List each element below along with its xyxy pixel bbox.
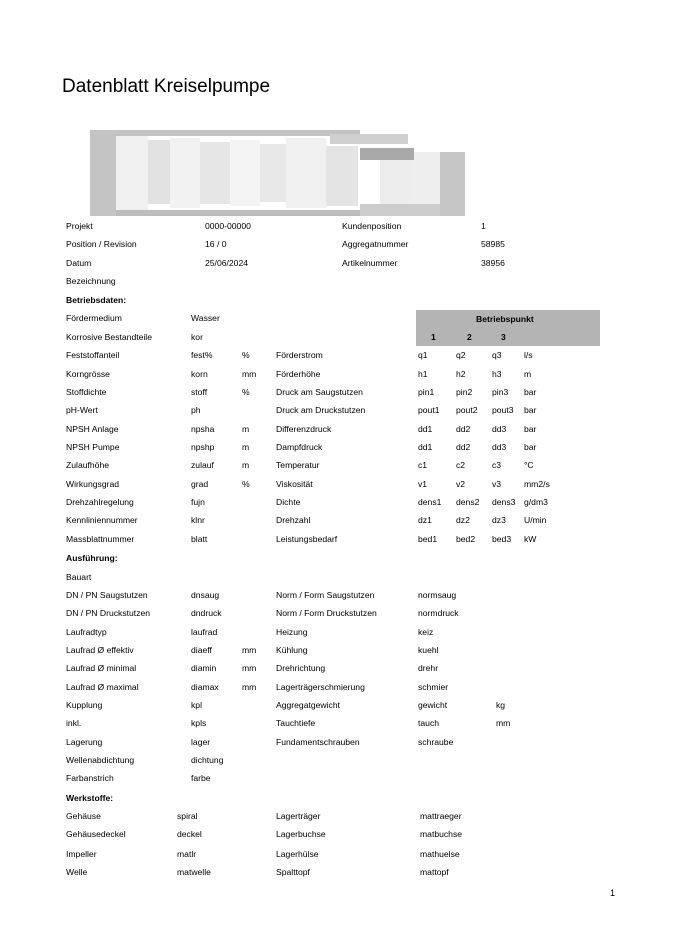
betriebspunkt-value-2: dd2 (456, 424, 471, 434)
ausfuehrung-label: inkl. (66, 718, 82, 728)
projekt-value: 0000-00000 (205, 221, 251, 231)
betriebspunkt-param-label: Druck am Druckstutzen (276, 405, 366, 415)
ausfuehrung-right-label: Aggregatgewicht (276, 700, 341, 710)
betriebspunkt-value-1: c1 (418, 460, 428, 470)
betriebspunkt-param-label: Viskosität (276, 479, 313, 489)
betriebspunkt-unit: g/dm3 (524, 497, 548, 507)
werkstoff-value: matwelle (177, 867, 211, 877)
betriebspunkt-param-label: Dampfdruck (276, 442, 323, 452)
ausfuehrung-label: DN / PN Druckstutzen (66, 608, 151, 618)
position-label: Position / Revision (66, 239, 137, 249)
ausfuehrung-value: diamin (191, 663, 217, 673)
betriebspunkt-param-label: Druck am Saugstutzen (276, 387, 363, 397)
betriebspunkt-param-label: Drehzahl (276, 515, 311, 525)
betrieb-param-label: Feststoffanteil (66, 350, 120, 360)
ausfuehrung-value: diaeff (191, 645, 212, 655)
blurred-logo-image (90, 130, 465, 216)
betriebspunkt-value-2: pin2 (456, 387, 473, 397)
werkstoff-label: Gehäusedeckel (66, 829, 126, 839)
ausfuehrung-value: diamax (191, 682, 219, 692)
betriebspunkt-col-3: 3 (501, 332, 506, 342)
ausfuehrung-right-label: Kühlung (276, 645, 308, 655)
betrieb-param-label: Wirkungsgrad (66, 479, 120, 489)
werkstoff-right-label: Spalttopf (276, 867, 310, 877)
werkstoff-right-value: mattraeger (420, 811, 462, 821)
betriebspunkt-value-3: dd3 (492, 442, 507, 452)
betrieb-param-value: fujn (191, 497, 205, 507)
betrieb-param-value: ph (191, 405, 201, 415)
datum-value: 25/06/2024 (205, 258, 249, 268)
foerdermedium-label: Fördermedium (66, 313, 122, 323)
betriebspunkt-value-2: dens2 (456, 497, 480, 507)
ausfuehrung-right-value: kuehl (418, 645, 439, 655)
ausfuehrung-value: dichtung (191, 755, 224, 765)
betriebspunkt-unit: bar (524, 424, 537, 434)
ausfuehrung-right-value: keiz (418, 627, 434, 637)
betrieb-param-value: korn (191, 369, 208, 379)
betriebspunkt-value-2: bed2 (456, 534, 476, 544)
ausfuehrung-right-value: schraube (418, 737, 454, 747)
ausfuehrung-right-value: schmier (418, 682, 449, 692)
ausfuehrung-right-unit: kg (496, 700, 506, 710)
betriebspunkt-value-2: h2 (456, 369, 466, 379)
betriebspunkt-value-1: dd1 (418, 442, 433, 452)
ausfuehrung-right-value: gewicht (418, 700, 448, 710)
ausfuehrung-right-value: drehr (418, 663, 439, 673)
betrieb-param-value: stoff (191, 387, 208, 397)
ausfuehrung-label: Laufrad Ø minimal (66, 663, 137, 673)
betrieb-param-unit: m (242, 424, 250, 434)
betrieb-param-label: Massblattnummer (66, 534, 135, 544)
betriebspunkt-columns-bg (416, 328, 600, 346)
betrieb-param-unit: % (242, 350, 250, 360)
betriebspunkt-unit: bar (524, 387, 537, 397)
kundenposition-label: Kundenposition (342, 221, 402, 231)
betrieb-param-label: Drehzahlregelung (66, 497, 134, 507)
werkstoff-label: Welle (66, 867, 88, 877)
bezeichnung-label: Bezeichnung (66, 276, 116, 286)
page-number: 1 (610, 888, 616, 898)
page-title: Datenblatt Kreiselpumpe (62, 76, 271, 97)
betrieb-param-value: npshp (191, 442, 215, 452)
betriebspunkt-value-3: bed3 (492, 534, 512, 544)
betriebspunkt-col-1: 1 (431, 332, 436, 342)
werkstoff-right-value: matbuchse (420, 829, 463, 839)
betriebspunkt-value-2: dd2 (456, 442, 471, 452)
betrieb-param-value: grad (191, 479, 209, 489)
werkstoff-label: Impeller (66, 849, 97, 859)
betrieb-param-unit: % (242, 479, 250, 489)
betrieb-param-label: Kennliniennummer (66, 515, 138, 525)
ausfuehrung-label: Laufrad Ø effektiv (66, 645, 134, 655)
betriebspunkt-unit: l/s (524, 350, 533, 360)
ausfuehrung-right-value: tauch (418, 718, 440, 728)
betriebspunkt-unit: °C (524, 460, 534, 470)
werkstoff-right-value: mattopf (420, 867, 449, 877)
betriebspunkt-param-label: Förderstrom (276, 350, 323, 360)
bauart-label: Bauart (66, 572, 92, 582)
betriebspunkt-value-1: dz1 (418, 515, 432, 525)
ausfuehrung-value: farbe (191, 773, 211, 783)
betriebspunkt-value-3: h3 (492, 369, 502, 379)
betrieb-param-value: npsha (191, 424, 215, 434)
betriebspunkt-value-1: dens1 (418, 497, 442, 507)
ausfuehrung-right-label: Drehrichtung (276, 663, 326, 673)
betriebspunkt-value-2: dz2 (456, 515, 470, 525)
betriebspunkt-value-3: c3 (492, 460, 502, 470)
betrieb-param-unit: % (242, 387, 250, 397)
position-value: 16 / 0 (205, 239, 227, 249)
betriebspunkt-col-2: 2 (467, 332, 472, 342)
werkstoff-value: matlr (177, 849, 197, 859)
ausfuehrung-value: kpls (191, 718, 207, 728)
betriebspunkt-value-1: bed1 (418, 534, 438, 544)
korrosiv-label: Korrosive Bestandteile (66, 332, 152, 342)
ausfuehrung-label: Lagerung (66, 737, 103, 747)
betrieb-param-label: Korngrösse (66, 369, 110, 379)
betriebspunkt-value-3: v3 (492, 479, 502, 489)
betriebspunkt-value-3: pin3 (492, 387, 509, 397)
ausfuehrung-right-value: normdruck (418, 608, 459, 618)
ausfuehrung-right-label: Fundamentschrauben (276, 737, 360, 747)
betrieb-param-value: zulauf (191, 460, 214, 470)
betriebspunkt-value-2: q2 (456, 350, 466, 360)
aggregatnummer-label: Aggregatnummer (342, 239, 409, 249)
betriebspunkt-value-1: q1 (418, 350, 428, 360)
datum-label: Datum (66, 258, 92, 268)
artikelnummer-label: Artikelnummer (342, 258, 398, 268)
betrieb-param-value: blatt (191, 534, 208, 544)
betriebspunkt-value-3: dd3 (492, 424, 507, 434)
werkstoff-right-label: Lagerbuchse (276, 829, 326, 839)
betriebspunkt-unit: bar (524, 442, 537, 452)
betriebspunkt-value-2: c2 (456, 460, 466, 470)
betriebspunkt-value-3: dens3 (492, 497, 516, 507)
ausfuehrung-right-label: Norm / Form Druckstutzen (276, 608, 377, 618)
werkstoff-label: Gehäuse (66, 811, 101, 821)
ausfuehrung-value: dndruck (191, 608, 222, 618)
ausfuehrung-value: lager (191, 737, 211, 747)
betrieb-param-label: NPSH Anlage (66, 424, 119, 434)
betriebspunkt-unit: m (524, 369, 532, 379)
betrieb-param-label: Stoffdichte (66, 387, 107, 397)
ausfuehrung-right-label: Lagerträgerschmierung (276, 682, 365, 692)
betriebspunkt-value-2: pout2 (456, 405, 478, 415)
betriebspunkt-value-1: dd1 (418, 424, 433, 434)
betriebspunkt-value-3: pout3 (492, 405, 514, 415)
ausfuehrung-unit: mm (242, 645, 257, 655)
betriebsdaten-heading: Betriebsdaten: (66, 295, 127, 305)
betriebspunkt-unit: kW (524, 534, 537, 544)
betriebspunkt-value-2: v2 (456, 479, 466, 489)
betrieb-param-value: klnr (191, 515, 205, 525)
betrieb-param-label: pH-Wert (66, 405, 98, 415)
betriebspunkt-param-label: Dichte (276, 497, 301, 507)
betrieb-param-label: NPSH Pumpe (66, 442, 120, 452)
ausfuehrung-label: Wellenabdichtung (66, 755, 135, 765)
werkstoff-right-value: mathuelse (420, 849, 460, 859)
ausfuehrung-label: DN / PN Saugstutzen (66, 590, 148, 600)
betriebspunkt-value-1: v1 (418, 479, 428, 489)
ausfuehrung-value: dnsaug (191, 590, 220, 600)
betriebspunkt-value-3: q3 (492, 350, 502, 360)
ausfuehrung-label: Laufradtyp (66, 627, 107, 637)
betrieb-param-label: Zulaufhöhe (66, 460, 110, 470)
werkstoff-value: spiral (177, 811, 198, 821)
ausfuehrung-label: Farbanstrich (66, 773, 114, 783)
betriebspunkt-value-1: pin1 (418, 387, 435, 397)
betriebspunkt-param-label: Leistungsbedarf (276, 534, 338, 544)
ausfuehrung-label: Kupplung (66, 700, 103, 710)
werkstoff-right-label: Lagerträger (276, 811, 321, 821)
ausfuehrung-right-label: Tauchtiefe (276, 718, 316, 728)
betriebspunkt-unit: U/min (524, 515, 547, 525)
betrieb-param-unit: m (242, 460, 250, 470)
werkstoff-value: deckel (177, 829, 202, 839)
ausfuehrung-unit: mm (242, 682, 257, 692)
ausfuehrung-heading: Ausführung: (66, 553, 118, 563)
betriebspunkt-heading: Betriebspunkt (476, 314, 534, 324)
ausfuehrung-right-value: normsaug (418, 590, 457, 600)
betriebspunkt-value-1: pout1 (418, 405, 440, 415)
kundenposition-value: 1 (481, 221, 486, 231)
werkstoff-right-label: Lagerhülse (276, 849, 319, 859)
betriebspunkt-param-label: Differenzdruck (276, 424, 332, 434)
ausfuehrung-right-label: Heizung (276, 627, 308, 637)
ausfuehrung-value: laufrad (191, 627, 218, 637)
projekt-label: Projekt (66, 221, 93, 231)
foerdermedium-value: Wasser (191, 313, 220, 323)
betriebspunkt-value-1: h1 (418, 369, 428, 379)
betrieb-param-value: fest% (191, 350, 213, 360)
ausfuehrung-value: kpl (191, 700, 202, 710)
betrieb-param-unit: m (242, 442, 250, 452)
aggregatnummer-value: 58985 (481, 239, 505, 249)
betriebspunkt-param-label: Temperatur (276, 460, 320, 470)
ausfuehrung-label: Laufrad Ø maximal (66, 682, 139, 692)
ausfuehrung-unit: mm (242, 663, 257, 673)
korrosiv-value: kor (191, 332, 203, 342)
betriebspunkt-value-3: dz3 (492, 515, 506, 525)
betriebspunkt-unit: bar (524, 405, 537, 415)
ausfuehrung-right-unit: mm (496, 718, 511, 728)
werkstoffe-heading: Werkstoffe: (66, 793, 114, 803)
artikelnummer-value: 38956 (481, 258, 505, 268)
betriebspunkt-unit: mm2/s (524, 479, 550, 489)
betrieb-param-unit: mm (242, 369, 257, 379)
ausfuehrung-right-label: Norm / Form Saugstutzen (276, 590, 375, 600)
betriebspunkt-param-label: Förderhöhe (276, 369, 321, 379)
